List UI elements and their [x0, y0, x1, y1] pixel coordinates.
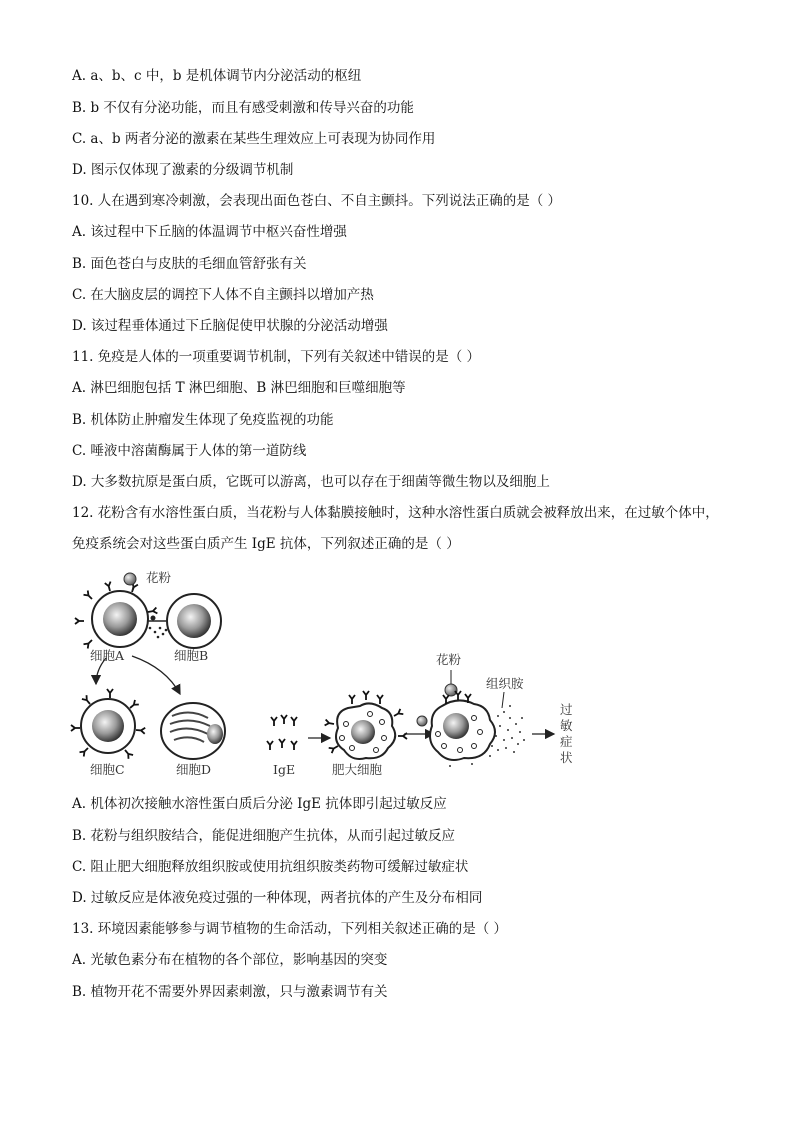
q12-option-c: C. 阻止肥大细胞释放组织胺或使用抗组织胺类药物可缓解过敏症状 — [72, 859, 469, 875]
q10-option-d: D. 该过程垂体通过下丘脑促使甲状腺的分泌活动增强 — [72, 318, 388, 334]
cell-d-label: 细胞D — [176, 762, 212, 777]
q9-option-a: A. a、b、c 中，b 是机体调节内分泌活动的枢纽 — [72, 68, 362, 84]
ige-label: IgE — [273, 762, 296, 777]
q11-option-d: D. 大多数抗原是蛋白质，它既可以游离，也可以存在于细菌等微生物以及细胞上 — [72, 474, 550, 490]
q10-option-c: C. 在大脑皮层的调控下人体不自主颤抖以增加产热 — [72, 287, 374, 303]
q10-option-a: A. 该过程中下丘脑的体温调节中枢兴奋性增强 — [72, 224, 347, 240]
q12-option-d: D. 过敏反应是体液免疫过强的一种体现，两者抗体的产生及分布相同 — [72, 890, 483, 906]
degranulating-cell-diagram — [430, 691, 495, 760]
q9-option-d: D. 图示仅体现了激素的分级调节机制 — [72, 162, 294, 178]
cell-b-diagram — [167, 594, 221, 648]
cell-c-diagram — [71, 689, 145, 759]
cell-d-diagram — [161, 703, 225, 759]
q12-option-b: B. 花粉与组织胺结合，能促进细胞产生抗体，从而引起过敏反应 — [72, 828, 456, 844]
q13-option-a: A. 光敏色素分布在植物的各个部位，影响基因的突变 — [72, 952, 388, 968]
q13-stem: 13. 环境因素能够参与调节植物的生命活动，下列相关叙述正确的是（ ） — [72, 921, 508, 937]
allergy-mechanism-figure — [70, 566, 590, 780]
allergy-label-1: 过 — [560, 702, 573, 717]
q9-option-c: C. a、b 两者分泌的激素在某些生理效应上可表现为协同作用 — [72, 131, 436, 147]
q10-option-b: B. 面色苍白与皮肤的毛细血管舒张有关 — [72, 256, 307, 272]
pollen-grain — [124, 573, 136, 585]
pollen-label: 花粉 — [146, 570, 172, 585]
allergy-label-4: 状 — [560, 750, 573, 765]
cell-a-diagram — [75, 582, 157, 649]
arrow-a-to-d — [132, 656, 180, 694]
q9-option-b: B. b 不仅有分泌功能，而且有感受刺激和传导兴奋的功能 — [72, 100, 414, 116]
cell-b-label: 细胞B — [174, 648, 209, 663]
q11-option-a: A. 淋巴细胞包括 T 淋巴细胞、B 淋巴细胞和巨噬细胞等 — [72, 380, 406, 396]
allergy-label-2: 敏 — [560, 718, 573, 733]
q12-stem-line1: 12. 花粉含有水溶性蛋白质，当花粉与人体黏膜接触时，这种水溶性蛋白质就会被释放出来，在过敏个体中， — [72, 505, 719, 521]
cell-a-label: 细胞A — [90, 648, 125, 663]
pollen-label-2: 花粉 — [436, 652, 462, 667]
ige-antibodies — [267, 715, 297, 750]
pollen-grain-2 — [417, 716, 427, 726]
allergy-label-3: 症 — [560, 734, 573, 749]
q11-option-b: B. 机体防止肿瘤发生体现了免疫监视的功能 — [72, 412, 334, 428]
q13-option-b: B. 植物开花不需要外界因素刺激，只与激素调节有关 — [72, 984, 388, 1000]
q11-stem: 11. 免疫是人体的一项重要调节机制，下列有关叙述中错误的是（ ） — [72, 349, 481, 365]
mast-cell-diagram — [325, 691, 407, 759]
histamine-label: 组织胺 — [486, 676, 524, 691]
q12-stem-line2: 免疫系统会对这些蛋白质产生 IgE 抗体，下列叙述正确的是（ ） — [72, 536, 460, 552]
cell-contact-dots — [148, 616, 167, 639]
q10-stem: 10. 人在遇到寒冷刺激，会表现出面色苍白、不自主颤抖。下列说法正确的是（ ） — [72, 193, 562, 209]
mast-cell-label: 肥大细胞 — [332, 762, 383, 777]
q11-option-c: C. 唾液中溶菌酶属于人体的第一道防线 — [72, 443, 307, 459]
q12-option-a: A. 机体初次接触水溶性蛋白质后分泌 IgE 抗体即引起过敏反应 — [72, 796, 447, 812]
cell-c-label: 细胞C — [90, 762, 125, 777]
